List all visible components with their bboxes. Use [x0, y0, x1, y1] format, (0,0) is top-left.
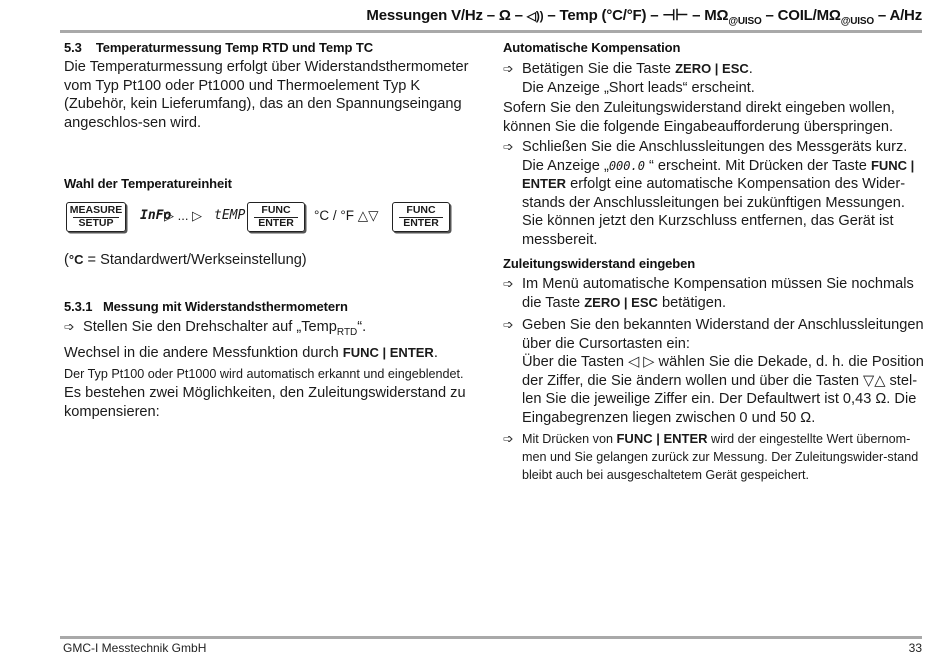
- func-enter-key: [247, 202, 305, 232]
- temp-display: tEMP: [214, 208, 246, 223]
- header-text: – COIL/MΩ: [761, 7, 841, 24]
- default-unit: °C: [68, 252, 84, 267]
- footer-divider: [60, 636, 922, 639]
- text: “.: [357, 318, 367, 335]
- section-5-3-text: Die Temperaturmessung erfolgt über Widerstandsthermometer vom Typ Pt100 oder Pt1000 und Thermoelement Typ K (Zubehör, kein Lieferumfang), das an den Spannungseingang angeschlos-sen wird.: [64, 59, 469, 131]
- auto-detect-text: Der Typ Pt100 oder Pt1000 wird automatisch erkannt und eingeblendet.: [64, 367, 464, 382]
- instruction-zero-esc: [503, 60, 928, 97]
- key-name: FUNC | ENTER: [522, 157, 915, 191]
- footer-company: GMC-I Messtechnik GmbH: [63, 641, 207, 655]
- text: betätigen.: [657, 294, 727, 311]
- text: Im Menü automatische Kompensation müssen Sie nochmals die Taste: [522, 276, 914, 311]
- func-enter-key-2: [392, 202, 450, 232]
- text: Stellen Sie den Drehschalter auf „Temp: [83, 318, 337, 335]
- key-name: FUNC | ENTER: [342, 344, 434, 360]
- text: “ erscheint. Mit Drücken der Taste: [644, 157, 871, 174]
- key-label-bottom: SETUP: [78, 217, 114, 229]
- text: .: [433, 344, 438, 361]
- bullet-arrow-icon: ➩: [503, 317, 514, 332]
- text: Betätigen Sie die Taste: [522, 61, 676, 77]
- bullet-arrow-icon: ➩: [64, 318, 75, 334]
- unit-selection-heading: Wahl der Temperatureinheit: [64, 176, 232, 191]
- default-note: [64, 251, 479, 270]
- bullet-arrow-icon: ➩: [503, 61, 514, 76]
- instruction-enter-resistance: [503, 316, 928, 427]
- text: wird der eingestellte Wert übernom-men und Sie gelangen zurück zur Messung. Der Zuleitungswider-stand bleibt auch bei ausgeschaltetem Gerät gespeichert.: [522, 432, 919, 482]
- text: erfolgt eine automatische Kompensation des Wider-stands der Anschlussleitungen bei zukünftigen Messungen. Sie können jetzt den Kurzschluss entfernen, das Gerät ist messbereit.: [522, 176, 906, 248]
- text: Die Anzeige „Short leads“ erscheint.: [522, 79, 755, 96]
- key-label-bottom: ENTER: [258, 217, 294, 229]
- section-heading-5-3-1: 5.3.1 Messung mit Widerstandsthermometern: [64, 298, 348, 314]
- diode-icon: ⊣⊢: [662, 7, 689, 24]
- header-text: – Temp (°C/°F) –: [543, 7, 663, 24]
- header-text: – MΩ: [688, 7, 729, 24]
- header-subscript: @UISO: [840, 16, 874, 27]
- instruction-rotary-switch: [64, 318, 479, 342]
- key-label-top: FUNC: [406, 204, 436, 216]
- key-name: ZERO | ESC: [584, 294, 658, 310]
- lead-resistance-heading: Zuleitungswiderstand eingeben: [503, 256, 696, 271]
- skip-text: Sofern Sie den Zuleitungswiderstand direkt eingeben wollen, können Sie die folgende Eingabeaufforderung überspringen.: [503, 100, 895, 135]
- header-text: Messungen V/Hz – Ω –: [366, 7, 527, 24]
- right-column: [503, 40, 928, 484]
- key-name: ZERO | ESC: [675, 61, 749, 76]
- text: (: [64, 252, 69, 268]
- left-column: [64, 40, 479, 191]
- key-name: FUNC | ENTER: [616, 431, 708, 446]
- instruction-menu: [503, 275, 928, 312]
- text: Schließen Sie die Anschlussleitungen des Messgeräts kurz. Die Anzeige „: [522, 139, 908, 174]
- header-divider: [60, 30, 922, 33]
- key-label-top: FUNC: [261, 204, 291, 216]
- info-display: InFo: [140, 208, 172, 223]
- sound-icon: ◁)): [526, 9, 544, 23]
- text: Wechsel in die andere Messfunktion durch: [64, 344, 343, 361]
- header-text: – A/Hz: [873, 7, 922, 24]
- key-sequence: [64, 202, 484, 234]
- auto-compensation-heading: Automatische Kompensation: [503, 40, 681, 55]
- text: Über die Tasten ◁ ▷ wählen Sie die Dekade, d. h. die Position der Ziffer, die Sie ändern wollen und über die Tasten ▽△ stel-len Sie die jeweilige Ziffer ein. Der Defaultwert ist 0,43 Ω. Die Eingabegrenzen liegen zwischen 0 und 50 Ω.: [522, 354, 924, 426]
- key-label-top: MEASURE: [69, 204, 123, 216]
- text: .: [748, 61, 753, 77]
- navigation-arrows: ▷ ... ▷: [164, 208, 203, 223]
- unit-choice: °C / °F △▽: [314, 208, 379, 223]
- left-column-lower: [64, 251, 479, 421]
- subscript: RTD: [336, 326, 358, 338]
- text: = Standardwert/Werkseinstellung): [83, 252, 307, 268]
- measure-setup-key: [66, 202, 126, 232]
- key-label-bottom: ENTER: [403, 217, 439, 229]
- running-header: [60, 6, 922, 27]
- instruction-short-circuit: [503, 138, 928, 249]
- page-number: 33: [908, 641, 922, 655]
- section-heading-5-3: 5.3 Temperaturmessung Temp RTD und Temp TC: [64, 40, 373, 55]
- two-options-text: Es bestehen zwei Möglichkeiten, den Zuleitungswiderstand zu kompensieren:: [64, 385, 466, 420]
- bullet-arrow-icon: ➩: [503, 276, 514, 291]
- instruction-confirm: [503, 430, 928, 484]
- bullet-arrow-icon: ➩: [503, 431, 514, 446]
- header-subscript: @UISO: [728, 16, 762, 27]
- bullet-arrow-icon: ➩: [503, 139, 514, 154]
- text: Geben Sie den bekannten Widerstand der Anschlussleitungen über die Cursortasten ein:: [522, 317, 924, 352]
- text: Mit Drücken von: [522, 432, 617, 446]
- display-value: 000.0: [608, 158, 645, 173]
- switch-function-text: [64, 344, 479, 363]
